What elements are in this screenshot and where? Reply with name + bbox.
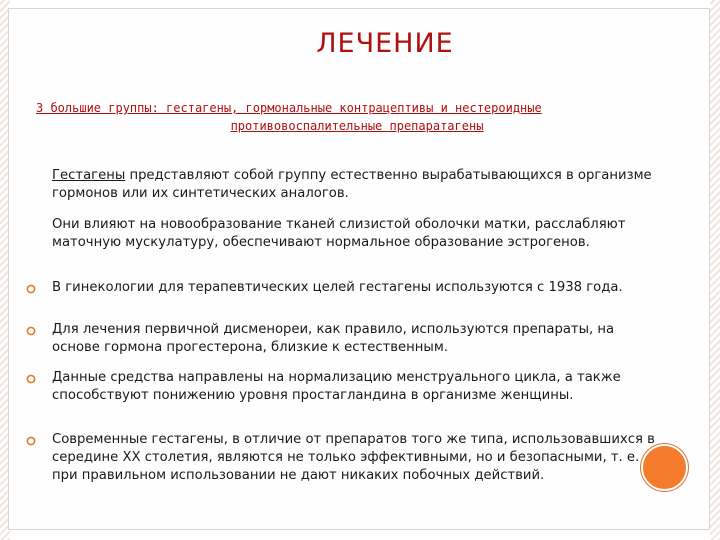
circle-bullet-icon (26, 374, 36, 384)
effects-paragraph: Они влияют на новообразование тканей слизистой оболочки матки, расслабляют маточную мускулатуру, обеспечивают нормальное образование эстрогенов. (52, 217, 626, 250)
right-decorative-stripe (710, 0, 720, 540)
circle-bullet-icon (26, 436, 36, 446)
bullet-text: Данные средства направлены на нормализацию менструального цикла, а также способствуют понижению уровня простагландина в организме женщины. (52, 370, 621, 403)
list-item (26, 431, 666, 485)
circle-bullet-icon (26, 326, 36, 336)
groups-line-2: противовоспалительные препаратагены (230, 119, 484, 133)
intro-paragraph (52, 167, 672, 203)
intro-term: Гестагены (52, 168, 126, 183)
list-item (26, 321, 666, 357)
slide-title: ЛЕЧЕНИЕ (316, 28, 454, 59)
groups-line-1: 3 большие группы: гестагены, гормональные контрацептивы и нестероидные (36, 101, 542, 115)
intro-text: представляют собой группу естественно вырабатывающихся в организме гормонов или их синтетических аналогов. (52, 168, 652, 201)
circle-bullet-icon (26, 284, 36, 294)
groups-subtitle (32, 99, 682, 135)
bullet-text: Современные гестагены, в отличие от препаратов того же типа, использовавшихся в середине XX столетия, являются не только эффективными, но и безопасными, т. е. при правильном использовании не дают никаких побочных действий. (52, 432, 655, 483)
bullet-text: Для лечения первичной дисменореи, как правило, используются препараты, на основе гормона прогестерона, близкие к естественным. (52, 322, 615, 355)
list-item (26, 369, 666, 405)
orange-circle-icon (641, 444, 688, 491)
bullet-text: В гинекологии для терапевтических целей гестагены используются с 1938 года. (52, 280, 623, 295)
list-item (26, 279, 666, 297)
